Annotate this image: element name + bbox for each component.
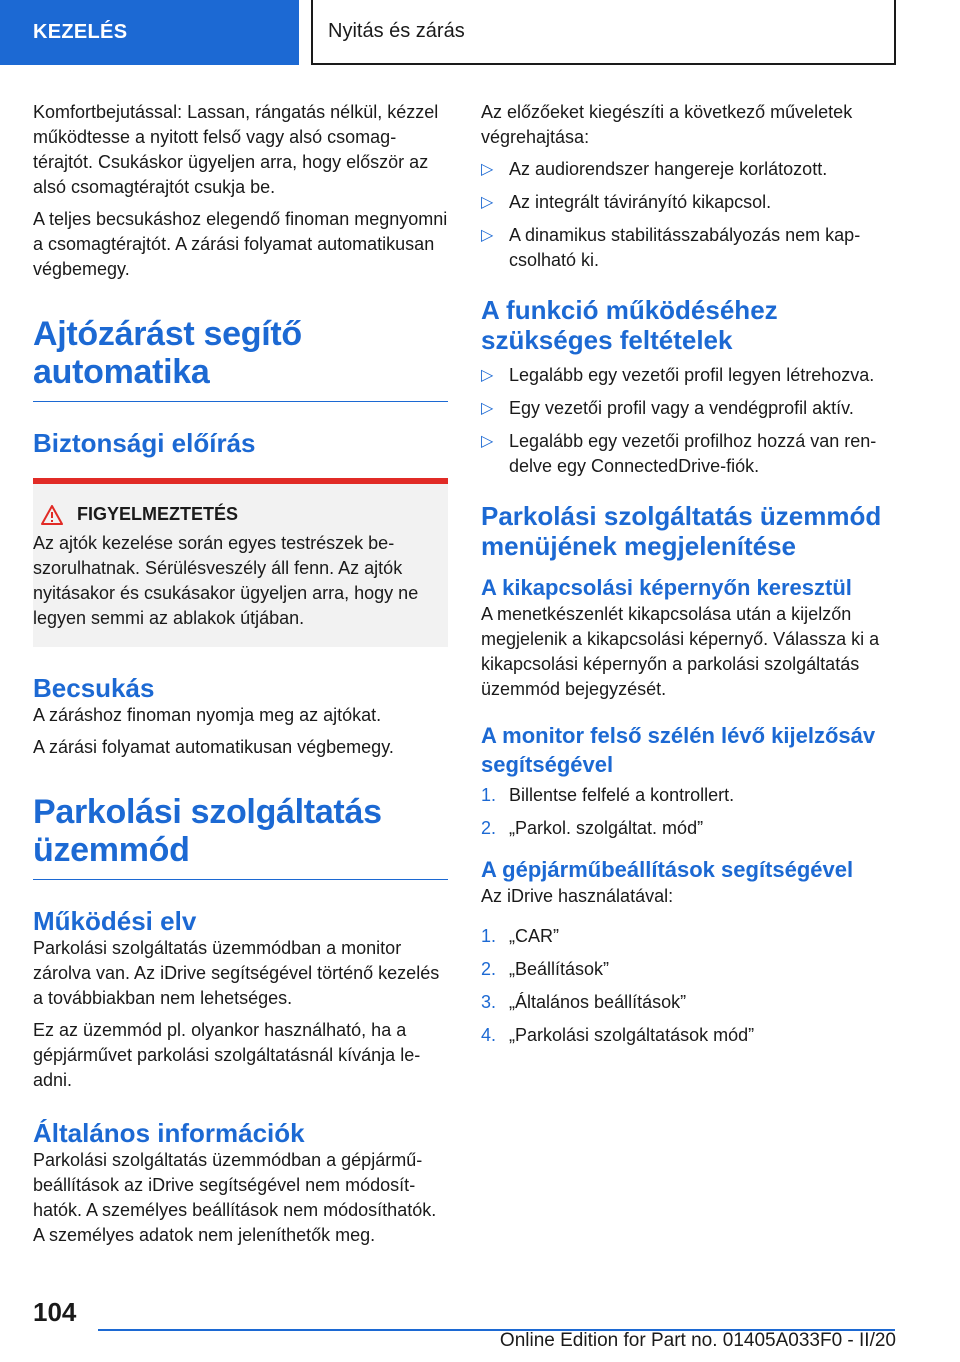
list-item: 4. „Parkolási szolgáltatások mód” bbox=[481, 1025, 755, 1045]
warning-text: Az ajtók kezelése során egyes testrészek beszorulhatnak. Sérülésveszély áll fenn. Az ajtók nyitásakor és csukásakor ügyeljen arra, hogy ne legyen semmi az ablakok útjában. bbox=[33, 533, 419, 628]
heading-status-bar: A monitor felső szélén lévő kijelzősáv segítségével bbox=[481, 723, 876, 777]
heading-principle: Működési elv bbox=[33, 906, 197, 936]
list-item: ▷ Egy vezetői profil vagy a vendégprofil aktív. bbox=[481, 396, 896, 421]
warning-triangle-icon bbox=[41, 505, 63, 525]
list-item: ▷ A dinamikus stabilitásszabályozás nem kapcsolható ki. bbox=[481, 225, 861, 270]
list-item: 1. Billentse felfelé a kontrollert. bbox=[481, 785, 735, 805]
vehicle-steps bbox=[481, 924, 896, 1048]
paragraph: Ez az üzemmód pl. olyankor használható, ha a gépjárművet parkolási szolgáltatásnál kívánja leadni. bbox=[33, 1020, 421, 1090]
chapter-label: KEZELÉS bbox=[33, 21, 128, 43]
page-number: 104 bbox=[33, 1297, 77, 1327]
paragraph: A záráshoz finoman nyomja meg az ajtókat. bbox=[33, 705, 382, 725]
paragraph: Komfortbejutással: Lassan, rángatás nélkül, kézzel működtesse a nyitott felső vagy alsó csomagtérajtót. Csukáskor ügyeljen arra, hogy először az alsó csomagtérajtót csukja be. bbox=[33, 102, 439, 197]
statusbar-steps bbox=[481, 783, 896, 841]
heading-vehicle-settings: A gépjárműbeállítások segítségével bbox=[481, 857, 854, 882]
edition-note: Online Edition for Part no. 01405A033F0 - II/20 bbox=[499, 1330, 896, 1351]
chapter-tab[interactable] bbox=[0, 0, 299, 65]
list-item: 3. „Általános beállítások” bbox=[481, 992, 687, 1012]
list-item: ▷ Az audiorendszer hangereje korlátozott. bbox=[481, 157, 896, 182]
paragraph: A menetkészenlét kikapcsolása után a kijelzőn megjelenik a kikapcsolási képernyő. Válassza ki a kikapcsolási képernyőn a parkolási szolgáltatás üzemmód bejegyzését. bbox=[481, 604, 880, 699]
bullet-icon: ▷ bbox=[481, 367, 494, 384]
bullet-icon: ▷ bbox=[481, 194, 494, 211]
list-item: 2. „Beállítások” bbox=[481, 959, 610, 979]
warning-header bbox=[33, 504, 438, 525]
bullet-icon: ▷ bbox=[481, 227, 494, 244]
heading-menu-display: Parkolási szolgáltatás üzemmód menüjének megjelenítése bbox=[481, 501, 882, 561]
paragraph: A zárási folyamat automatikusan végbemegy. bbox=[33, 737, 394, 757]
list-item: 1. „CAR” bbox=[481, 926, 559, 946]
prerequisites-list bbox=[481, 363, 896, 479]
list-item: ▷ Legalább egy vezetői profilhoz hozzá van rendelve egy ConnectedDrive-fiók. bbox=[481, 431, 877, 476]
list-item: ▷ Az integrált távirányító kikapcsol. bbox=[481, 190, 896, 215]
bullet-icon: ▷ bbox=[481, 161, 494, 178]
additional-list bbox=[481, 157, 896, 273]
heading-shutdown-screen: A kikapcsolási képernyőn keresztül bbox=[481, 575, 852, 600]
heading-parking-mode: Parkolási szolgáltatás üzemmód bbox=[33, 793, 382, 869]
list-item: 2. „Parkol. szolgáltat. mód” bbox=[481, 818, 704, 838]
paragraph: Az előzőeket kiegészíti a következő műveletek végrehajtása: bbox=[481, 102, 853, 147]
right-column bbox=[481, 100, 896, 1056]
list-item: ▷ Legalább egy vezetői profil legyen létrehozva. bbox=[481, 363, 896, 388]
paragraph: Parkolási szolgáltatás üzemmódban a gépjárműbeállítások az iDrive segítségével nem módosíthatók. A személyes beállítások nem módosíthatók. A személyes adatok nem jeleníthetők meg. bbox=[33, 1150, 437, 1245]
heading-safety: Biztonsági előírás bbox=[33, 428, 256, 458]
bullet-icon: ▷ bbox=[481, 400, 494, 417]
heading-general: Általános információk bbox=[33, 1118, 305, 1148]
bullet-icon: ▷ bbox=[481, 433, 494, 450]
section-title: Nyitás és zárás bbox=[328, 20, 465, 42]
heading-prerequisites: A funkció működéséhez szükséges feltételek bbox=[481, 295, 778, 355]
warning-title: FIGYELMEZTETÉS bbox=[77, 504, 239, 524]
paragraph: Az iDrive használatával: bbox=[481, 886, 674, 906]
paragraph: A teljes becsukáshoz elegendő finoman megnyomni a csomagtérajtót. A zárási folyamat automatikusan végbemegy. bbox=[33, 209, 448, 279]
paragraph: Parkolási szolgáltatás üzemmódban a monitor zárolva van. Az iDrive segítségével történő kezelés a továbbiakban nem lehetséges. bbox=[33, 938, 440, 1008]
heading-door-assist: Ajtózárást segítő automatika bbox=[33, 315, 302, 391]
left-column bbox=[33, 100, 448, 1255]
warning-box bbox=[33, 478, 448, 647]
heading-close: Becsukás bbox=[33, 673, 155, 703]
section-header bbox=[311, 0, 896, 65]
